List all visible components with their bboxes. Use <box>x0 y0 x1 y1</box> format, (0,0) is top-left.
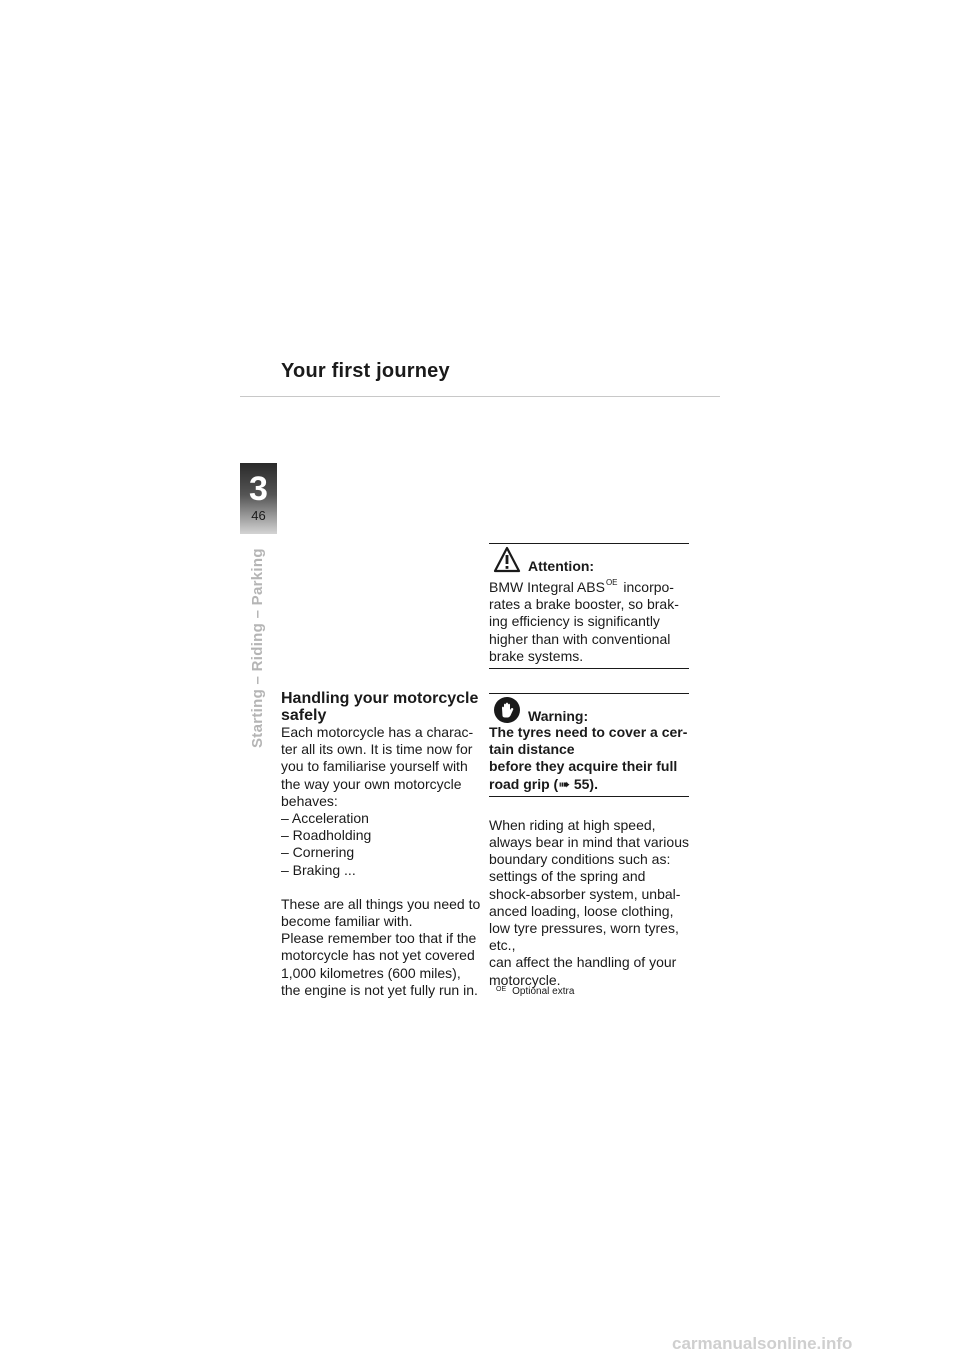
run-in-paragraph: Please remember too that if the motorcycle has not yet covered 1,000 kilometres (600 miles), the engine is not yet fully run in. <box>281 930 478 998</box>
attention-text: BMW Integral $ABS^{OE}$ incorpo-rates a brake booster, so brak-ing efficiency is significantly higher than with conventional brake systems. <box>489 578 679 664</box>
left-column <box>281 690 481 999</box>
warning-label: Warning: <box>528 708 589 725</box>
list-item: – Acceleration <box>281 810 369 827</box>
warning-text-2: before they acquire their full road grip (➠ 55). <box>489 758 678 792</box>
watermark: carmanualsonline.info <box>672 1334 853 1353</box>
page-number: 46 <box>251 508 266 523</box>
attention-notice <box>489 543 689 669</box>
chapter-tab <box>240 463 277 534</box>
title-divider <box>240 396 720 397</box>
footnote-text: Optional extra <box>512 986 575 997</box>
warning-text-1: The tyres need to cover a cer-tain distance <box>489 724 688 758</box>
behaviour-list <box>281 810 481 879</box>
footnote-mark: OE <box>496 986 507 993</box>
warning-triangle-icon <box>493 546 521 574</box>
page-title: Your first journey <box>281 360 450 382</box>
familiar-paragraph: These are all things you need to become familiar with. <box>281 895 481 930</box>
intro-paragraph: Each motorcycle has a charac-ter all its own. It is time now for you to familiarise yourself with the way your own motorcycle behaves: <box>281 724 474 809</box>
footnote <box>496 986 574 997</box>
high-speed-paragraph: When riding at high speed, always bear in mind that various boundary conditions such as: settings of the spring and shock-absorber system, unbal-anced loading, loose clothing, low tyre pressures, worn tyres, etc., <box>489 816 689 954</box>
attention-label: Attention: <box>528 558 595 574</box>
warning-notice <box>489 693 689 797</box>
right-column <box>489 543 689 989</box>
list-item: – Braking ... <box>281 861 356 878</box>
section-heading: Handling your motorcycle safely <box>281 690 479 724</box>
chapter-side-label: Starting – Riding – Parking <box>249 548 266 748</box>
chapter-number: 3 <box>249 470 268 508</box>
list-item: – Roadholding <box>281 827 372 844</box>
list-item: – Cornering <box>281 844 355 861</box>
stop-hand-icon <box>493 696 521 724</box>
handling-paragraph: can affect the handling of your motorcycle. <box>489 954 677 988</box>
